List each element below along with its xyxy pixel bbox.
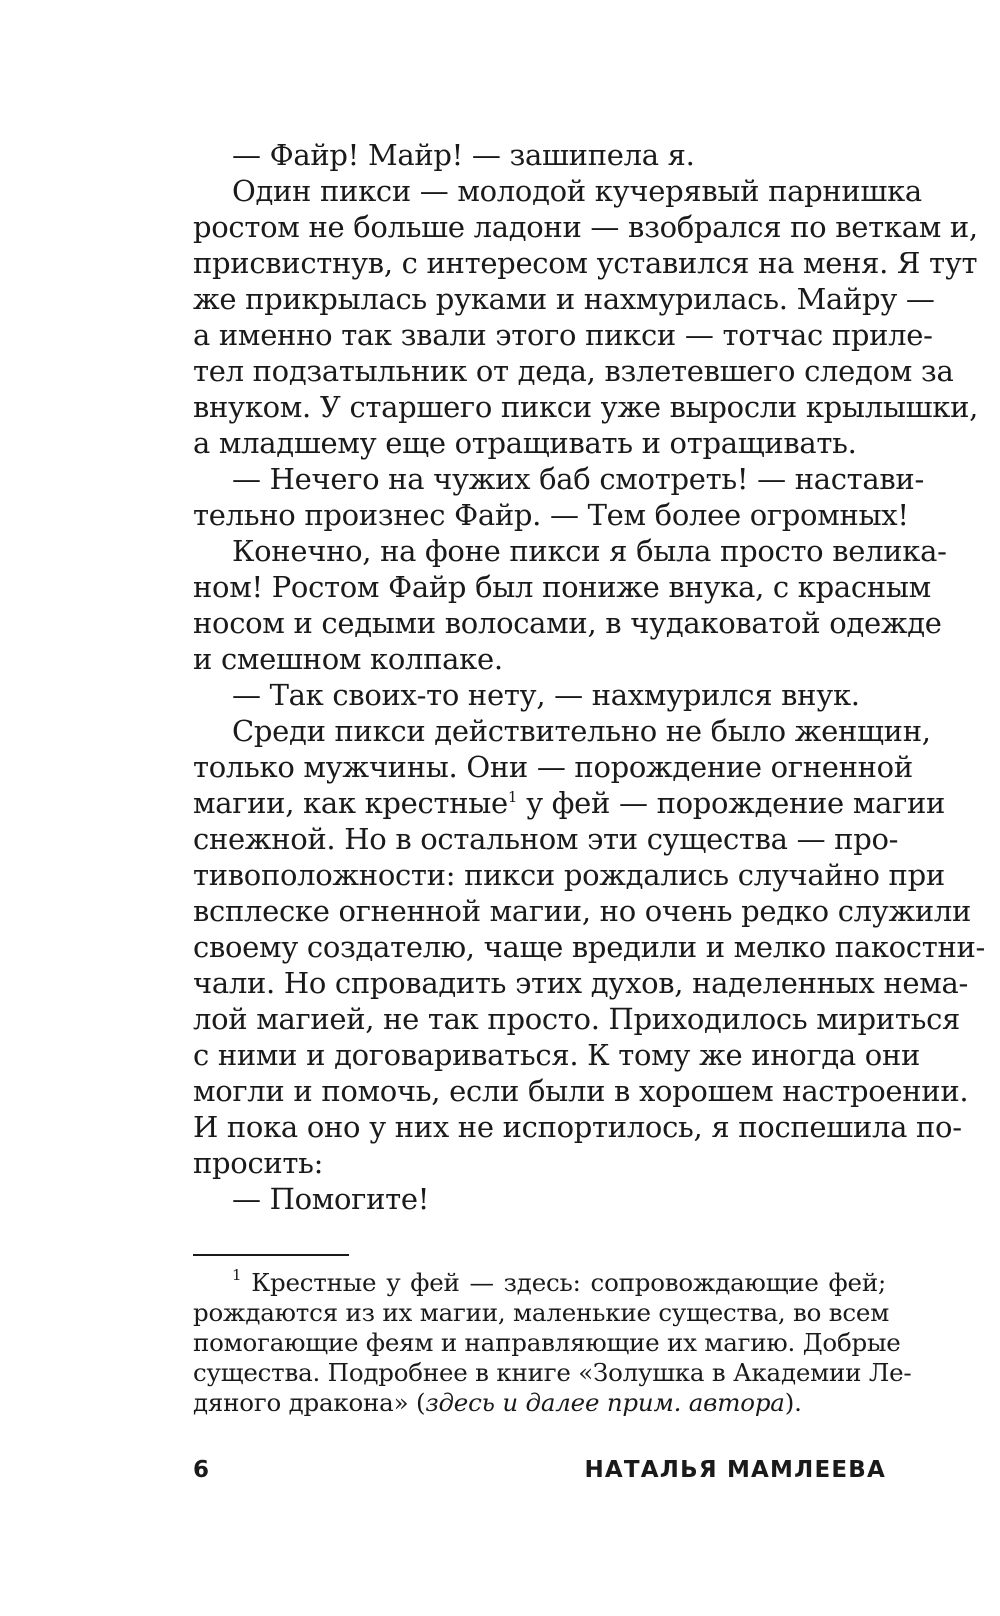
running-footer-author: НАТАЛЬЯ МАМЛЕЕВА xyxy=(584,1457,886,1483)
text-line: тивоположности: пикси рождались случайно при xyxy=(193,858,945,892)
text-line: присвистнув, с интересом уставился на меня. Я тут xyxy=(193,246,978,280)
text-line: — Так своих-то нету, — нахмурился внук. xyxy=(232,678,860,712)
text-line: ном! Ростом Файр был пониже внука, с красным xyxy=(193,570,931,604)
text-line: ростом не больше ладони — взобрался по веткам и, xyxy=(193,210,978,244)
text-line: внуком. У старшего пикси уже выросли крылышки, xyxy=(193,390,979,424)
text-line: Один пикси — молодой кучерявый парнишка xyxy=(232,174,922,208)
text-line: тел подзатыльник от деда, взлетевшего следом за xyxy=(193,354,954,388)
text-line: — Файр! Майр! — зашипела я. xyxy=(232,138,695,172)
text-line-with-footnote-ref xyxy=(193,785,946,821)
text-line: своему создателю, чаще вредили и мелко пакостни- xyxy=(193,930,986,964)
text-line: лой магией, не так просто. Приходилось мириться xyxy=(193,1002,961,1036)
text-line: же прикрылась руками и нахмурилась. Майру — xyxy=(193,282,935,316)
text-line: чали. Но спровадить этих духов, наделенных нема- xyxy=(193,966,969,1000)
text-line: с ними и договариваться. К тому же иногда они xyxy=(193,1038,921,1072)
text-line: носом и седыми волосами, в чудаковатой одежде xyxy=(193,606,942,640)
text-line: а именно так звали этого пикси — тотчас приле- xyxy=(193,318,933,352)
text-line: и смешном колпаке. xyxy=(193,642,503,676)
text-line: Среди пикси действительно не было женщин, xyxy=(232,714,931,748)
text-line: снежной. Но в остальном эти существа — про- xyxy=(193,822,899,856)
text-segment: магии, как крестные xyxy=(193,786,508,820)
footnote-line: $^1$ Крестные у фей — здесь: сопровождающие фей; xyxy=(232,1266,887,1297)
text-line: Конечно, на фоне пикси я была просто велика- xyxy=(232,534,947,568)
footnote-line: рождаются из их магии, маленькие существа, во всем xyxy=(193,1298,890,1327)
text-line: а младшему еще отращивать и отращивать. xyxy=(193,426,857,460)
footnote-italic: здесь и далее прим. автора xyxy=(425,1388,785,1417)
footnote-line: существа. Подробнее в книге «Золушка в Академии Ле- xyxy=(193,1358,912,1387)
text-line: тельно произнес Файр. — Тем более огромных! xyxy=(193,498,909,532)
text-line: могли и помочь, если были в хорошем настроении. xyxy=(193,1074,969,1108)
text-line: И пока оно у них не испортилось, я поспешила по- xyxy=(193,1110,962,1144)
text-line: — Нечего на чужих баб смотреть! — настави- xyxy=(232,462,924,496)
footnote-divider xyxy=(193,1254,349,1256)
text-segment: у фей — порождение магии xyxy=(526,786,946,820)
footnote-reference[interactable]: 1 xyxy=(507,788,518,806)
text-line: всплеске огненной магии, но очень редко служили xyxy=(193,894,972,928)
footnote-marker: 1 xyxy=(232,1266,242,1284)
text-line: — Помогите! xyxy=(232,1182,430,1216)
page-number: 6 xyxy=(193,1457,210,1483)
text-line: просить: xyxy=(193,1146,324,1180)
text-line: только мужчины. Они — порождение огненной xyxy=(193,750,913,784)
footnote-line: помогающие феям и направляющие их магию. Добрые xyxy=(193,1328,901,1357)
footnote-line: дяного дракона» (здесь и далее прим. автора). xyxy=(193,1388,802,1417)
